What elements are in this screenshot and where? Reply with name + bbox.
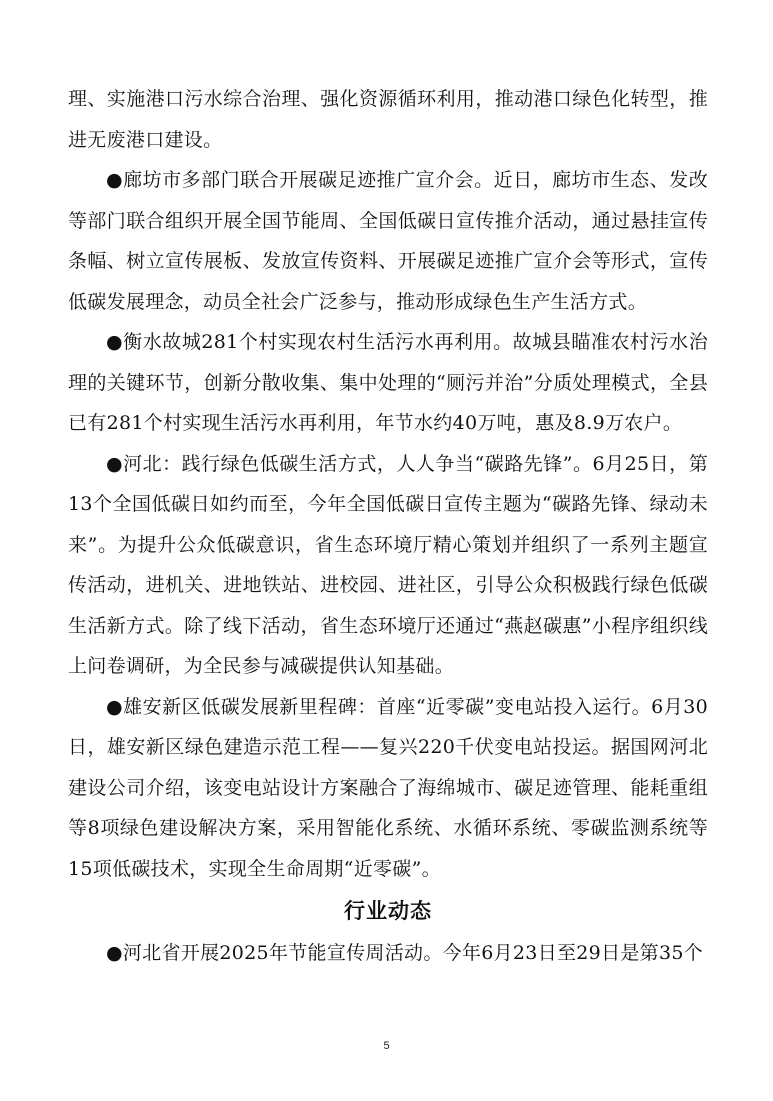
paragraph-langfang-news: ●廊坊市多部门联合开展碳足迹推广宣介会。近日，廊坊市生态、发改等部门联合组织开展全国节能周、全国低碳日宣传推介活动，通过悬挂宣传条幅、树立宣传展板、发放宣传资料、开展碳足迹推广宣介会等形式，宣传低碳发展理念，动员全社会广泛参与，推动形成绿色生产生活方式。 xyxy=(68,169,708,313)
paragraph-hebei-low-carbon-news: ●河北：践行绿色低碳生活方式，人人争当“碳路先锋”。6月25日，第13个全国低碳日如约而至，今年全国低碳日宣传主题为“碳路先锋、绿动未来”。为提升公众低碳意识，省生态环境厅精心策划并组织了一系列主题宣传活动，进机关、进地铁站、进校园、进社区，引导公众积极践行绿色低碳生活新方式。除了线下活动，省生态环境厅还通过“燕赵碳惠”小程序组织线上问卷调研，为全民参与减碳提供认知基础。 xyxy=(68,452,708,677)
paragraph-energy-week-news: ●河北省开展2025年节能宣传周活动。今年6月23日至29日是第35个 xyxy=(106,942,704,964)
section-heading: 行业动态 xyxy=(344,899,432,923)
page-number: 5 xyxy=(383,1040,390,1052)
paragraph-xiongan-news: ●雄安新区低碳发展新里程碑：首座“近零碳”变电站投入运行。6月30日，雄安新区绿色建造示范工程——复兴220千伏变电站投运。据国网河北建设公司介绍，该变电站设计方案融合了海绵城市、碳足迹管理、能耗重组等8项绿色建设解决方案，采用智能化系统、水循环系统、零碳监测系统等15项低碳技术，实现全生命周期“近零碳”。 xyxy=(68,695,708,880)
paragraph-continuation: 理、实施港口污水综合治理、强化资源循环利用，推动港口绿色化转型，推进无废港口建设。 xyxy=(68,88,708,151)
page-content xyxy=(68,79,708,974)
paragraph-hengshui-news: ●衡水故城281个村实现农村生活污水再利用。故城县瞄准农村污水治理的关键环节，创新分散收集、集中处理的“厕污并治”分质处理模式，全县已有281个村实现生活污水再利用，年节水约40万吨，惠及8.9万农户。 xyxy=(68,331,708,434)
